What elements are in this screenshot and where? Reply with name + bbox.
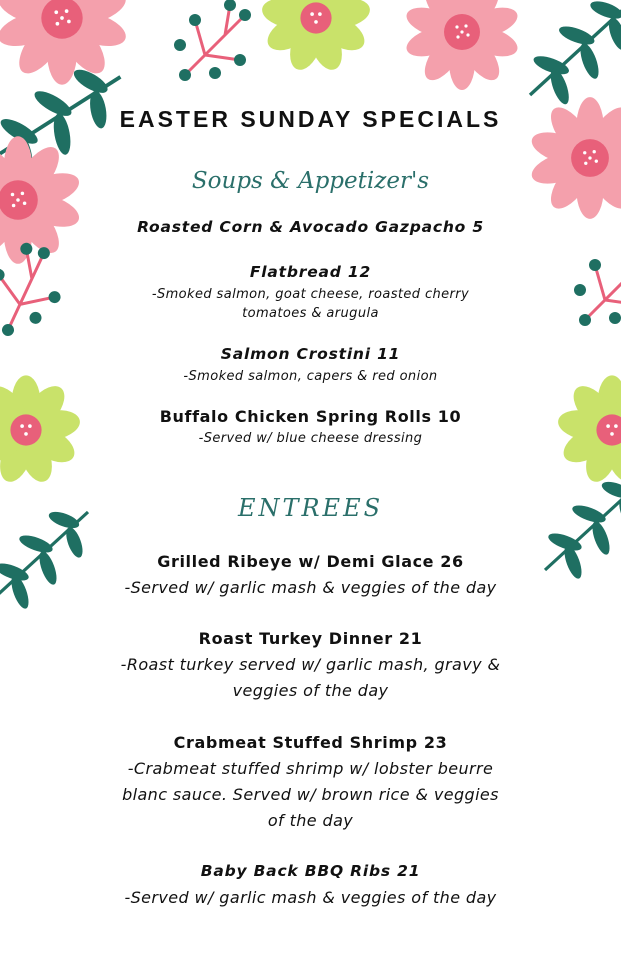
item-name: Roasted Corn & Avocado Gazpacho 5: [137, 218, 484, 236]
description-line: -Smoked salmon, goat cheese, roasted cherry: [151, 287, 470, 302]
description-line: -Smoked salmon, capers & red onion: [183, 369, 438, 384]
item-name: Baby Back BBQ Ribs 21: [200, 862, 421, 880]
description-line: of the day: [267, 811, 354, 830]
item-description: [0, 756, 621, 834]
item-description: [0, 285, 621, 323]
section-heading-appetizers: Soups & Appetizer's: [191, 168, 430, 194]
item-name: Salmon Crostini 11: [220, 345, 401, 363]
description-line: veggies of the day: [232, 681, 389, 700]
item-description: [0, 652, 621, 704]
section-heading-entrees: ENTREES: [237, 494, 384, 522]
item-name: Buffalo Chicken Spring Rolls 10: [159, 407, 462, 426]
item-name: Flatbread 12: [249, 263, 372, 281]
description-line: -Roast turkey served w/ garlic mash, gravy &: [120, 655, 501, 674]
description-line: -Served w/ garlic mash & veggies of the day: [124, 578, 497, 597]
item-name: Grilled Ribeye w/ Demi Glace 26: [157, 552, 464, 571]
description-line: -Served w/ garlic mash & veggies of the day: [124, 888, 497, 907]
description-line: blanc sauce. Served w/ brown rice & veggies: [122, 785, 499, 804]
description-line: tomatoes & arugula: [242, 306, 379, 321]
menu-title: EASTER SUNDAY SPECIALS: [119, 106, 502, 132]
item-name: Roast Turkey Dinner 21: [198, 629, 423, 648]
item-name: Crabmeat Stuffed Shrimp 23: [173, 733, 448, 752]
item-description: [0, 429, 621, 448]
description-line: -Served w/ blue cheese dressing: [198, 431, 423, 446]
item-description: [0, 367, 621, 386]
description-line: -Crabmeat stuffed shrimp w/ lobster beurre: [127, 759, 494, 778]
item-description: [0, 885, 621, 911]
item-description: [0, 575, 621, 601]
